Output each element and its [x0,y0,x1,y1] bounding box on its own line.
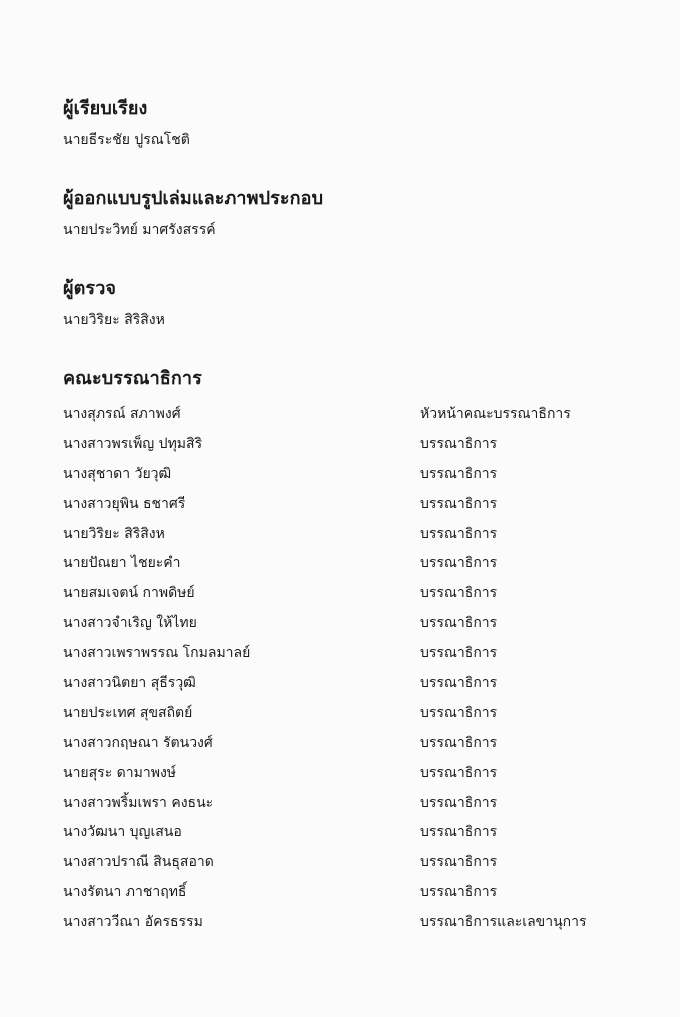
board-member-name: นายปัณยา ไชยะคำ [63,555,181,572]
board-member-role: บรรณาธิการ [420,585,498,602]
board-member-role: บรรณาธิการ [420,495,498,512]
board-member-name: นายสมเจตน์ กาพดิษย์ [63,585,195,602]
board-member-row [63,638,640,668]
board-member-role: บรรณาธิการ [420,794,498,811]
editorial-board-heading: คณะบรรณาธิการ [63,368,202,389]
board-member-name: นางสาวปราณี สินธุสอาด [63,854,214,871]
checker-name: นายวิริยะ สิริสิงห [63,312,165,328]
compiler-name: นายธีระชัย ปูรณโชติ [63,132,190,148]
board-member-row [63,907,640,937]
board-member-row [63,548,640,578]
editorial-board-list [63,399,640,937]
board-member-name: นางสุชาดา วัยวุฒิ [63,465,172,482]
board-member-name: นางสาวพริ้มเพรา คงธนะ [63,794,214,811]
board-member-role: บรรณาธิการ [420,555,498,572]
board-member-name: นางรัตนา ภาชาฤทธิ์ [63,884,187,901]
board-member-row [63,758,640,788]
board-member-row [63,459,640,489]
board-member-role: บรรณาธิการ [420,854,498,871]
board-member-role: บรรณาธิการ [420,465,498,482]
checker-heading: ผู้ตรวจ [63,278,117,299]
board-member-name: นางสาวจำเริญ ให้ไทย [63,615,197,632]
board-member-role: บรรณาธิการ [420,525,498,542]
designer-heading: ผู้ออกแบบรูปเล่มและภาพประกอบ [63,188,324,209]
board-member-role: บรรณาธิการ [420,764,498,781]
board-member-row [63,728,640,758]
board-member-row [63,698,640,728]
board-member-role: หัวหน้าคณะบรรณาธิการ [420,405,571,422]
compiler-section [63,96,640,151]
board-member-role: บรรณาธิการ [420,674,498,691]
board-member-row [63,399,640,429]
board-member-row [63,429,640,459]
board-member-name: นางสาวนิตยา สุธีรวุฒิ [63,674,196,691]
board-member-role: บรรณาธิการและเลขานุการ [420,914,587,931]
board-member-role: บรรณาธิการ [420,704,498,721]
board-member-row [63,608,640,638]
board-member-name: นางสาวกฤษณา รัตนวงศ์ [63,734,213,751]
board-member-name: นางสาววีณา อัครธรรม [63,914,203,931]
board-member-row [63,847,640,877]
board-member-name: นายประเทศ สุขสถิตย์ [63,704,193,721]
editorial-board-section [63,366,640,937]
board-member-row [63,788,640,818]
board-member-row [63,489,640,519]
board-member-name: นายสุระ ดามาพงษ์ [63,764,177,781]
board-member-role: บรรณาธิการ [420,734,498,751]
board-member-role: บรรณาธิการ [420,615,498,632]
board-member-row [63,877,640,907]
board-member-row [63,578,640,608]
board-member-name: นายวิริยะ สิริสิงห [63,525,165,542]
board-member-row [63,817,640,847]
board-member-name: นางสาวยุพิน ธชาศรี [63,495,186,512]
board-member-row [63,668,640,698]
board-member-name: นางวัฒนา บุญเสนอ [63,824,182,841]
designer-name: นายประวิทย์ มาศรังสรรค์ [63,222,216,238]
board-member-role: บรรณาธิการ [420,824,498,841]
designer-section [63,186,640,241]
compiler-heading: ผู้เรียบเรียง [63,98,148,119]
board-member-role: บรรณาธิการ [420,645,498,662]
board-member-role: บรรณาธิการ [420,884,498,901]
board-member-role: บรรณาธิการ [420,435,498,452]
board-member-name: นางสาวพรเพ็ญ ปทุมสิริ [63,435,203,452]
board-member-row [63,519,640,549]
board-member-name: นางสุภรณ์ สภาพงศ์ [63,405,181,422]
board-member-name: นางสาวเพราพรรณ โกมลมาลย์ [63,645,251,662]
checker-section [63,276,640,331]
